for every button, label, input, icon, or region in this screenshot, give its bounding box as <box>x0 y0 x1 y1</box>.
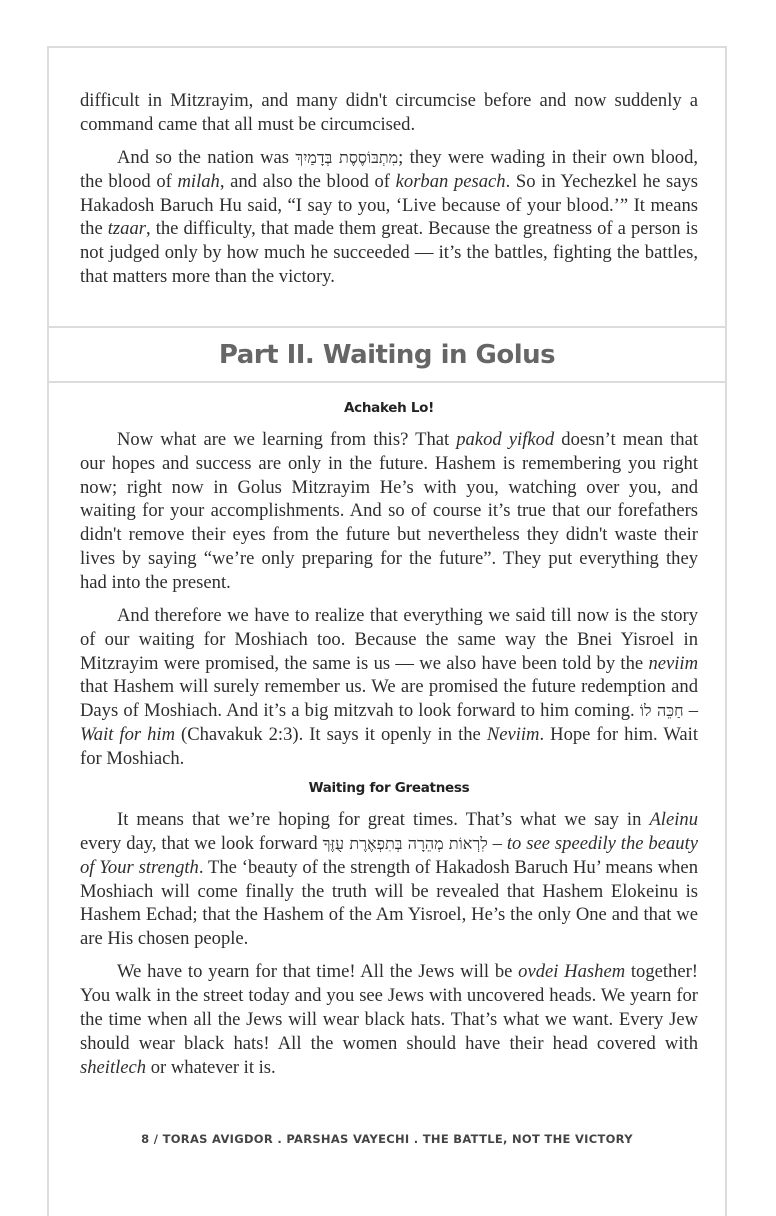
italic-text: Wait for him <box>80 724 176 746</box>
section-divider-bottom <box>49 381 725 383</box>
italic-text: ovdei Hashem <box>518 961 626 983</box>
paragraph <box>80 428 698 595</box>
subheading: Waiting for Greatness <box>308 780 470 797</box>
italic-text: to see speedily the beauty of Your strength <box>80 832 698 878</box>
paragraph <box>80 808 698 951</box>
italic-text: milah <box>177 170 220 192</box>
italic-text: pakod yifkod <box>456 429 555 450</box>
paragraph <box>80 146 698 289</box>
italic-text: tzaar <box>107 218 146 240</box>
text-segment: And so the nation was <box>117 147 296 169</box>
text-segment: . The ‘beauty of the strength of Hakadosh Baruch Hu’ means when Moshiach will come finally the truth will be revealed that Hashem Elokeinu is Hashem Echad; that the Hashem of the Am Yisroel, He’s the only One and that we are His chosen people. <box>80 856 698 950</box>
text-segment: . Hope for him. Wait for Moshiach. <box>80 724 699 769</box>
text-segment: that Hashem will surely remember us. We are promised the future redemption and Days of Moshiach. And it’s a big mitzvah to look forward to him coming. <box>80 676 698 722</box>
text-segment: difficult in Mitzrayim, and many didn't circumcise before and now suddenly a command came that all must be circumcised. <box>80 90 698 135</box>
text-segment: , the difficulty, that made them great. Because the greatness of a person is not judged only by how much he succeeded — it’s the battles, fighting the battles, that matters more than the victory. <box>80 218 698 288</box>
running-footer: 8 / TORAS AVIGDOR . PARSHAS VAYECHI . THE BATTLE, NOT THE VICTORY <box>141 1132 633 1146</box>
text-segment: together! You walk in the street today and you see Jews with uncovered heads. We yearn for the time when all the Jews will wear black hats. That’s what we want. Every Jew should wear black hats! All the women should have their head covered with <box>80 961 698 1054</box>
text-segment: or whatever it is. <box>146 1056 276 1078</box>
section-2-text <box>80 396 698 1089</box>
text-segment: It means that we’re hoping for great times. That’s what we say in <box>117 809 650 831</box>
text-segment: And therefore we have to realize that everything we said till now is the story of our waiting for Moshiach too. Because the same way the Bnei Yisroel in Mitzrayim were promised, the same is us — we also have been told by the <box>80 605 698 674</box>
paragraph <box>80 89 698 137</box>
text-segment: , and also the blood of <box>219 170 396 192</box>
hebrew-text: חַכֵּה לוֹ <box>639 701 684 721</box>
paragraph <box>80 604 698 771</box>
section-1-text <box>80 89 698 298</box>
italic-text: Neviim <box>486 724 540 746</box>
text-segment: every day, that we look forward <box>80 832 323 854</box>
text-segment: Now what are we learning from this? That <box>117 429 457 450</box>
hebrew-text: מִתְבּוֹסֶסֶת בְּדָמַיִךְ <box>295 148 399 168</box>
italic-text: sheitlech <box>80 1056 147 1078</box>
italic-text: neviim <box>648 652 698 674</box>
text-segment: – <box>683 700 699 722</box>
text-segment: doesn’t mean that our hopes and success are only in the future. Hashem is remembering you right now; right now in Golus Mitzrayim He’s with you, watching over you, and waiting for your accomplishments. And so of course it’s true that our forefathers didn't remove their eyes from the future but nevertheless they didn't waste their lives by saying “we’re only preparing for the future”. They put everything they had into the present. <box>80 429 698 593</box>
subheading: Achakeh Lo! <box>344 400 434 416</box>
paragraph <box>80 960 698 1079</box>
text-segment: (Chavakuk 2:3). It says it openly in the <box>175 724 487 746</box>
page-frame <box>47 46 727 1216</box>
part-heading: Part II. Waiting in Golus <box>218 340 556 370</box>
text-segment: We have to yearn for that time! All the Jews will be <box>117 961 519 983</box>
text-segment: ; they were wading in their own blood, the blood of <box>80 147 699 192</box>
hebrew-text: לִרְאוֹת מְהֵרָה בְּתִפְאֶרֶת עֻזֶּךָ <box>322 833 488 853</box>
text-segment: . So in Yechezkel he says Hakadosh Baruch Hu said, “I say to you, ‘Live because of your blood.’” It means the <box>80 170 698 240</box>
italic-text: Aleinu <box>649 809 698 831</box>
text-segment: – <box>487 832 507 854</box>
italic-text: korban pesach <box>395 170 506 192</box>
